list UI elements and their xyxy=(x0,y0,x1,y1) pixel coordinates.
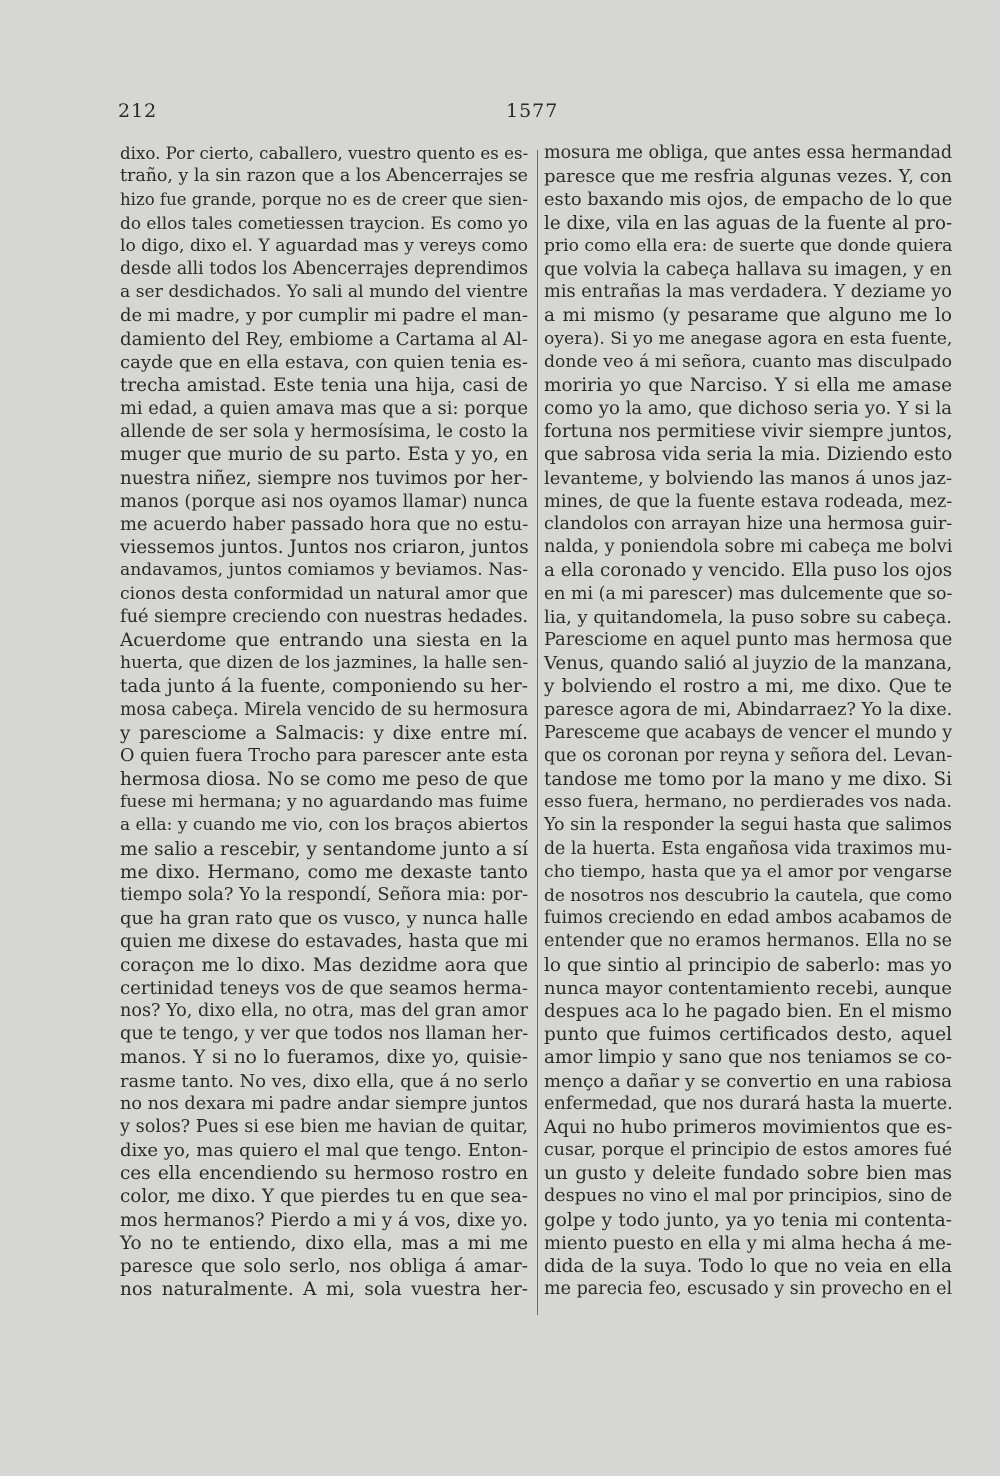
text-line: dixo. Por cierto, caballero, vuestro quento es es- xyxy=(120,144,529,163)
text-line: un gusto y deleite fundado sobre bien mas xyxy=(544,1163,952,1185)
text-line: dida de la suya. Todo lo que no veia en ella xyxy=(544,1256,952,1277)
text-line: le dixe, vila en las aguas de la fuente al pro- xyxy=(544,212,953,234)
text-line: prio como ella era: de suerte que donde quiera xyxy=(544,235,953,256)
text-line: traño, y la sin razon que a los Abencerrajes se xyxy=(120,166,528,187)
text-line: mines, de que la fuente estava rodeada, mez- xyxy=(544,490,953,512)
text-line: andavamos, juntos comiamos y beviamos. Nas- xyxy=(120,560,528,581)
text-line: nuestra niñez, siempre nos tuvimos por her- xyxy=(120,467,528,489)
text-line: fortuna nos permitiese vivir siempre juntos, xyxy=(544,421,953,443)
text-line: fuese mi hermana; y no aguardando mas fuime xyxy=(120,792,528,813)
text-line: Paresceme que acabays de vencer el mundo y xyxy=(544,722,953,743)
text-line: Venus, quando salió al juyzio de la manzana, xyxy=(544,653,953,675)
text-line: fué siempre creciendo con nuestras hedades. xyxy=(120,606,529,627)
text-line: a ella coronado y vencido. Ella puso los ojos xyxy=(544,560,953,582)
text-line: esto baxando mis ojos, de empacho de lo que xyxy=(544,189,953,211)
text-line: mos hermanos? Pierdo a mi y á vos, dixe yo. xyxy=(120,1209,528,1231)
text-line: mosura me obliga, que antes essa hermandad xyxy=(544,143,953,163)
text-line: Aqui no hubo primeros movimientos que es- xyxy=(544,1116,953,1138)
text-line: lia, y quitandomela, la puso sobre su cabeça. xyxy=(544,606,952,628)
text-line: rasme tanto. No ves, dixo ella, que á no serlo xyxy=(120,1070,529,1092)
text-line: coraçon me lo dixo. Mas dezidme aora que xyxy=(120,954,528,976)
text-line: nalda, y poniendola sobre mi cabeça me bolvi xyxy=(544,537,953,558)
text-line: paresce que me resfria algunas vezes. Y, con xyxy=(544,166,953,188)
text-line: menço a dañar y se convertio en una rabiosa xyxy=(544,1070,952,1092)
text-line: Paresciome en aquel punto mas hermosa que xyxy=(544,629,953,650)
text-line: nos naturalmente. A mi, sola vuestra her- xyxy=(120,1279,528,1301)
text-line: tada junto á la fuente, componiendo su her- xyxy=(120,676,528,698)
text-line: entender que no eramos hermanos. Ella no se xyxy=(544,931,952,952)
text-line: clandolos con arrayan hize una hermosa guir- xyxy=(544,514,953,534)
text-line: moriria yo que Narciso. Y si ella me amase xyxy=(544,374,952,396)
text-line: en mi (a mi parescer) mas dulcemente que so- xyxy=(544,583,953,604)
text-line: donde veo á mi señora, cuanto mas disculpado xyxy=(544,351,952,372)
text-line: cionos desta conformidad un natural amor que xyxy=(120,583,529,604)
text-line: a mi mismo (y pesarame que alguno me lo xyxy=(544,305,952,327)
text-line: viessemos juntos. Juntos nos criaron, juntos xyxy=(120,537,529,559)
text-line: mis entrañas la mas verdadera. Y deziame yo xyxy=(544,282,952,303)
text-line: fuimos creciendo en edad ambos acabamos de xyxy=(544,908,952,929)
text-line: y bolviendo el rostro a mi, me dixo. Que te xyxy=(544,676,952,698)
text-line: despues no vino el mal por principios, sino de xyxy=(544,1186,953,1207)
text-line: de nosotros nos descubrio la cautela, que como xyxy=(544,885,953,905)
text-line: cayde que en ella estava, con quien tenia es- xyxy=(120,351,528,373)
text-line: que volvia la cabeça hallava su imagen, y en xyxy=(544,258,952,280)
text-line: golpe y todo junto, ya yo tenia mi contenta- xyxy=(544,1209,952,1231)
text-line: me acuerdo haber passado hora que no estu- xyxy=(120,514,529,535)
text-line: manos. Y si no lo fueramos, dixe yo, quisie- xyxy=(120,1047,528,1069)
running-head-year: 1577 xyxy=(506,100,559,122)
text-line: manos (porque asi nos oyamos llamar) nunca xyxy=(120,490,529,512)
text-line: a ser desdichados. Yo sali al mundo del vientre xyxy=(120,282,529,303)
text-line: tandose me tomo por la mano y me dixo. Si xyxy=(544,769,952,791)
text-line: allende de ser sola y hermosísima, le costo la xyxy=(120,421,529,443)
text-line: Acuerdome que entrando una siesta en la xyxy=(120,629,528,651)
text-line: paresce agora de mi, Abindarraez? Yo la dixe. xyxy=(544,699,953,720)
text-line: nunca mayor contentamiento recebi, aunque xyxy=(544,977,952,999)
text-line: do ellos tales cometiessen traycion. Es como yo xyxy=(120,212,528,233)
text-line: cho tiempo, hasta que ya el amor por vengarse xyxy=(544,861,953,882)
text-line: O quien fuera Trocho para parescer ante esta xyxy=(120,745,529,766)
text-line: tiempo sola? Yo la respondí, Señora mia: por- xyxy=(120,885,529,905)
text-line: lo que sintio al principio de saberlo: mas yo xyxy=(544,954,952,976)
text-line: ces ella encendiendo su hermoso rostro en xyxy=(120,1163,528,1185)
text-line: Yo sin la responder la segui hasta que salimos xyxy=(544,815,952,836)
text-line: Yo no te entiendo, dixo ella, mas a mi me xyxy=(120,1232,528,1254)
text-line: como yo la amo, que dichoso seria yo. Y si la xyxy=(544,398,953,420)
text-line: quien me dixese do estavades, hasta que mi xyxy=(120,931,528,953)
text-line: mi edad, a quien amava mas que a si: porque xyxy=(120,398,529,420)
text-line: huerta, que dizen de los jazmines, la halle sen- xyxy=(120,653,529,674)
text-line: nos? Yo, dixo ella, no otra, mas del gran amor xyxy=(120,1000,528,1021)
text-column-left xyxy=(120,142,528,1301)
text-line: no nos dexara mi padre andar siempre juntos xyxy=(120,1093,528,1114)
text-line: hermosa diosa. No se como me peso de que xyxy=(120,769,529,791)
text-line: hizo fue grande, porque no es de creer que sien- xyxy=(120,190,528,210)
text-line: cusar, porque el principio de estos amores fué xyxy=(544,1140,953,1161)
text-line: que os coronan por reyna y señora del. Levan- xyxy=(544,745,953,766)
text-column-right xyxy=(544,142,952,1301)
text-line: despues aca lo he pagado bien. En el mismo xyxy=(544,1000,952,1022)
text-line: esso fuera, hermano, no perdierades vos nada. xyxy=(544,792,952,813)
text-line: paresce que solo serlo, nos obliga á amar- xyxy=(120,1256,528,1277)
text-line: me salio a rescebir, y sentandome junto a sí xyxy=(120,838,528,860)
text-line: dixe yo, mas quiero el mal que tengo. Enton- xyxy=(120,1140,529,1162)
text-line: y solos? Pues si ese bien me havian de quitar, xyxy=(120,1116,528,1137)
text-line: amor limpio y sano que nos teniamos se co- xyxy=(544,1047,952,1069)
text-line: me parecia feo, escusado y sin provecho en el xyxy=(544,1279,953,1300)
text-line: de la huerta. Esta engañosa vida traximos mu- xyxy=(544,838,952,859)
text-line: punto que fuimos certificados desto, aquel xyxy=(544,1024,952,1046)
text-line: muger que murio de su parto. Esta y yo, en xyxy=(120,444,528,466)
text-line: y paresciome a Salmacis: y dixe entre mí. xyxy=(120,722,528,744)
text-line: que sabrosa vida seria la mia. Diziendo esto xyxy=(544,444,953,466)
text-line: mosa cabeça. Mirela vencido de su hermosura xyxy=(120,699,529,720)
page-number: 212 xyxy=(118,100,158,122)
text-line: que ha gran rato que os vusco, y nunca halle xyxy=(120,908,528,930)
text-line: que te tengo, y ver que todos nos llaman her- xyxy=(120,1024,529,1045)
text-line: damiento del Rey, embiome a Cartama al Al- xyxy=(120,328,529,350)
text-line: oyera). Si yo me anegase agora en esta fuente, xyxy=(544,328,953,349)
text-line: lo digo, dixo el. Y aguardad mas y vereys como xyxy=(120,235,528,256)
text-line: miento puesto en ella y mi alma hecha á me- xyxy=(544,1232,953,1254)
text-line: color, me dixo. Y que pierdes tu en que sea- xyxy=(120,1186,528,1208)
text-line: de mi madre, y por cumplir mi padre el man- xyxy=(120,305,528,327)
text-line: enfermedad, que nos durará hasta la muerte. xyxy=(544,1093,953,1114)
text-line: levanteme, y bolviendo las manos á unos jaz- xyxy=(544,467,953,489)
text-line: desde alli todos los Abencerrajes deprendimos xyxy=(120,258,528,279)
text-line: certinidad teneys vos de que seamos herma- xyxy=(120,977,528,999)
text-line: me dixo. Hermano, como me dexaste tanto xyxy=(120,861,528,883)
column-divider xyxy=(537,150,538,1315)
text-line: trecha amistad. Este tenia una hija, casi de xyxy=(120,374,528,396)
text-line: a ella: y cuando me vio, con los braços abiertos xyxy=(120,815,529,836)
